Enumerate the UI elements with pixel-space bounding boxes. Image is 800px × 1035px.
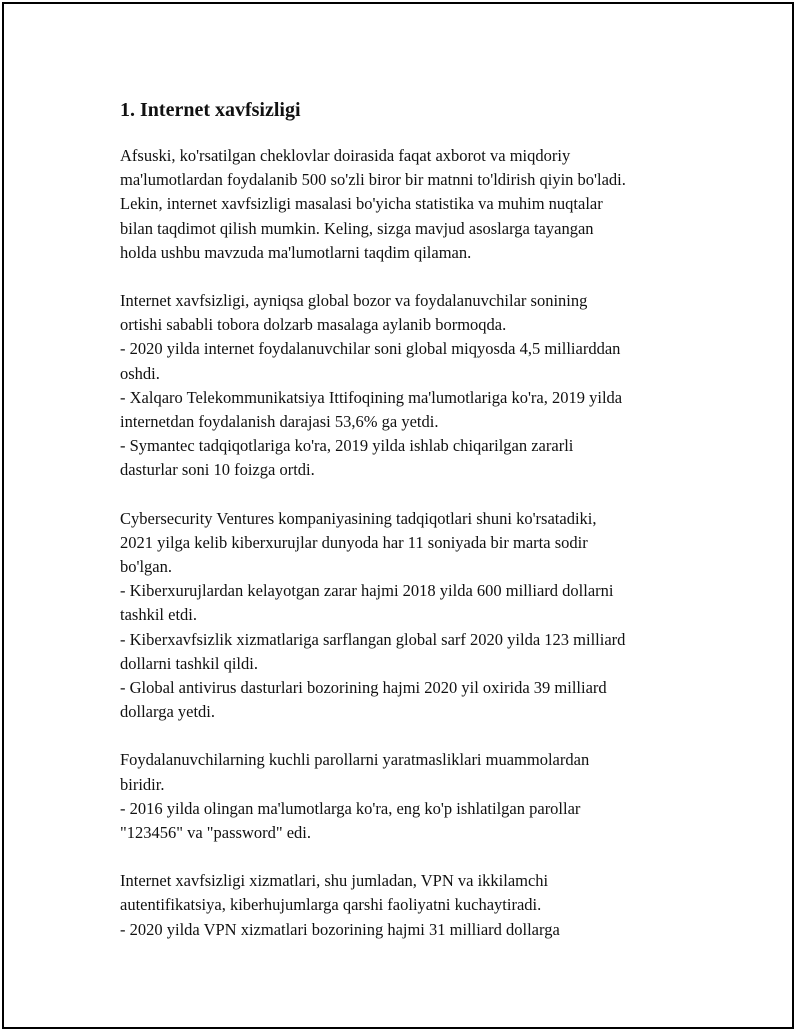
text-line: tashkil etdi. (120, 605, 197, 625)
text-line: - Symantec tadqiqotlariga ko'ra, 2019 yilda ishlab chiqarilgan zararli (120, 436, 574, 456)
text-line: - Kiberxurujlardan kelayotgan zarar hajmi 2018 yilda 600 milliard dollarni (120, 581, 614, 601)
text-line: bilan taqdimot qilish mumkin. Keling, sizga mavjud asoslarga tayangan (120, 218, 594, 238)
text-line: ortishi sababli tobora dolzarb masalaga aylanib bormoqda. (120, 315, 507, 335)
text-line: - 2016 yilda olingan ma'lumotlarga ko'ra, eng ko'p ishlatilgan parollar (120, 798, 581, 818)
paragraph (120, 144, 700, 265)
paragraph (120, 748, 700, 845)
paragraphs-container (120, 144, 700, 942)
text-line: Lekin, internet xavfsizligi masalasi bo'yicha statistika va muhim nuqtalar (120, 194, 603, 214)
text-line: dasturlar soni 10 foizga ortdi. (120, 460, 315, 480)
text-line: internetdan foydalanish darajasi 53,6% ga yetdi. (120, 412, 439, 432)
text-line: Foydalanuvchilarning kuchli parollarni yaratmasliklari muammolardan (120, 750, 590, 770)
document-page (2, 2, 794, 1029)
text-line: oshdi. (120, 363, 160, 383)
text-line: - Global antivirus dasturlari bozorining hajmi 2020 yil oxirida 39 milliard (120, 678, 607, 698)
text-line: holda ushbu mavzuda ma'lumotlarni taqdim qilaman. (120, 242, 472, 262)
document-body (120, 96, 700, 966)
text-line: dollarni tashkil qildi. (120, 653, 258, 673)
paragraph (120, 289, 700, 483)
text-line: ma'lumotlardan foydalanib 500 so'zli biror bir matnni to'ldirish qiyin bo'ladi. (120, 170, 626, 190)
paragraph (120, 507, 700, 725)
paragraph (120, 869, 700, 942)
text-line: bo'lgan. (120, 557, 173, 577)
text-line: Internet xavfsizligi xizmatlari, shu jumladan, VPN va ikkilamchi (120, 871, 549, 891)
text-line: biridir. (120, 774, 165, 794)
text-line: dollarga yetdi. (120, 702, 216, 722)
text-line: - Xalqaro Telekommunikatsiya Ittifoqining ma'lumotlariga ko'ra, 2019 yilda (120, 387, 623, 407)
text-line: Internet xavfsizligi, ayniqsa global bozor va foydalanuvchilar sonining (120, 291, 588, 311)
text-line: Cybersecurity Ventures kompaniyasining tadqiqotlari shuni ko'rsatadiki, (120, 508, 597, 528)
text-line: autentifikatsiya, kiberhujumlarga qarshi faoliyatni kuchaytiradi. (120, 895, 542, 915)
text-line: "123456" va "password" edi. (120, 823, 311, 843)
section-heading: 1. Internet xavfsizligi (120, 99, 301, 121)
text-line: 2021 yilga kelib kiberxurujlar dunyoda har 11 soniyada bir marta sodir (120, 532, 588, 552)
text-line: Afsuski, ko'rsatilgan cheklovlar doirasida faqat axborot va miqdoriy (120, 146, 571, 165)
text-line: - 2020 yilda internet foydalanuvchilar soni global miqyosda 4,5 milliarddan (120, 339, 621, 359)
text-line: - Kiberxavfsizlik xizmatlariga sarflangan global sarf 2020 yilda 123 milliard (120, 629, 626, 649)
text-line: - 2020 yilda VPN xizmatlari bozorining hajmi 31 milliard dollarga (120, 919, 560, 939)
